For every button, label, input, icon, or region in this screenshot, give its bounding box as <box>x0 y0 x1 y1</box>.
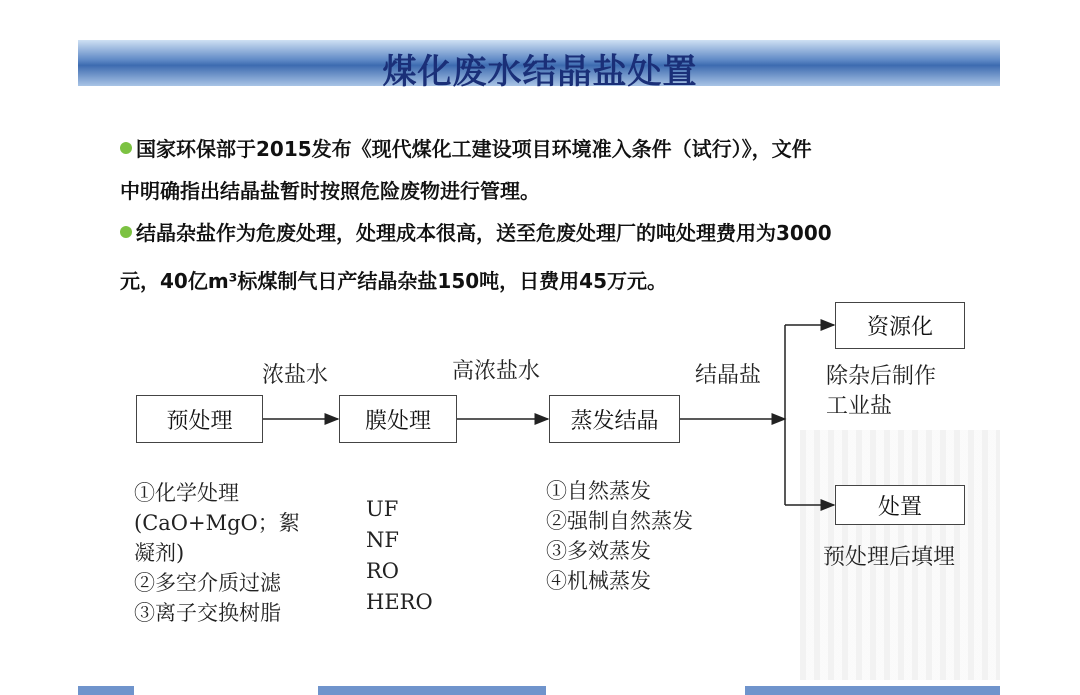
box-pretreatment: 预处理 <box>136 395 263 443</box>
edge-label-brine: 浓盐水 <box>262 363 329 388</box>
footer-bar <box>745 686 1000 695</box>
list-item: NF <box>366 528 399 552</box>
box-membrane: 膜处理 <box>339 395 457 443</box>
list-item: UF <box>366 497 399 521</box>
list-item: (CaO+MgO；絮 <box>134 511 300 535</box>
list-item: HERO <box>366 590 433 614</box>
list-item: ①自然蒸发 <box>546 479 651 503</box>
evaporation-list <box>546 476 693 596</box>
edge-label-high-brine: 高浓盐水 <box>452 359 541 384</box>
bullet-1-line-1: 国家环保部于2015发布《现代煤化工建设项目环境准入条件（试行）》，文件 <box>136 137 812 161</box>
edge-label-crystal-salt: 结晶盐 <box>695 363 762 388</box>
box-evaporation: 蒸发结晶 <box>549 395 680 443</box>
pretreatment-list <box>134 478 300 628</box>
footer-bar <box>78 686 134 695</box>
box-disposal: 处置 <box>835 485 965 525</box>
resource-note-line-2: 工业盐 <box>826 394 893 419</box>
slide-title: 煤化废水结晶盐处置 <box>382 52 698 92</box>
list-item: ①化学处理 <box>134 481 239 505</box>
bullet-2-line-1: 结晶杂盐作为危废处理，处理成本很高，送至危废处理厂的吨处理费用为3000 <box>136 221 832 245</box>
footer-bar <box>318 686 546 695</box>
list-item: ②多空介质过滤 <box>134 571 281 595</box>
resource-note-line-1: 除杂后制作 <box>826 364 937 389</box>
list-item: ②强制自然蒸发 <box>546 509 693 533</box>
membrane-list <box>366 494 433 618</box>
disposal-note: 预处理后填埋 <box>823 545 956 570</box>
list-item: 凝剂) <box>134 541 185 565</box>
list-item: ④机械蒸发 <box>546 569 651 593</box>
bullet-2-line-2: 元，40亿m³标煤制气日产结晶杂盐150吨，日费用45万元。 <box>120 269 668 293</box>
bullet-1-line-2: 中明确指出结晶盐暂时按照危险废物进行管理。 <box>120 179 540 203</box>
list-item: ③多效蒸发 <box>546 539 651 563</box>
list-item: ③离子交换树脂 <box>134 601 281 625</box>
box-resource: 资源化 <box>835 302 965 349</box>
list-item: RO <box>366 559 400 583</box>
